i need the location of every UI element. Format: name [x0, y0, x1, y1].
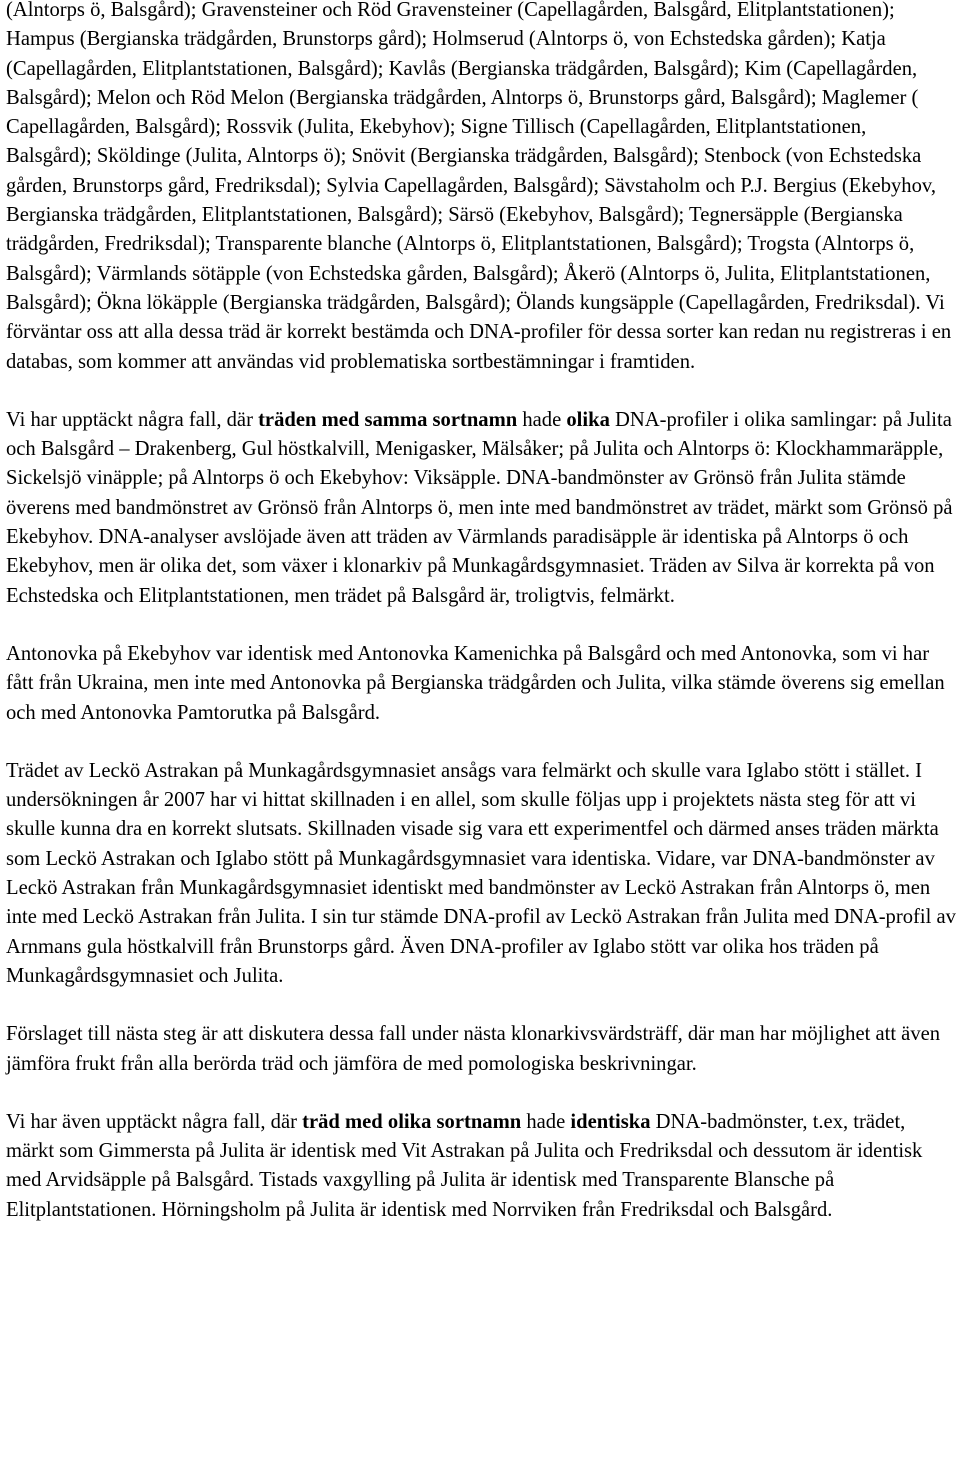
text-segment: hade [521, 1110, 571, 1133]
paragraph-different-name-identical-dna [6, 1108, 956, 1225]
bold-text-segment: träden med samma sortnamn [258, 408, 518, 431]
paragraph-lecko-astrakan [6, 757, 956, 991]
text-segment: Förslaget till nästa steg är att diskutera dessa fall under nästa klonarkivsvärdsträff, där man har möjlighet att även jämföra frukt från alla berörda träd och jämföra de med pomologiska beskrivningar. [6, 1023, 941, 1075]
bold-text-segment: träd med olika sortnamn [302, 1110, 522, 1133]
bold-text-segment: olika [566, 408, 610, 431]
text-segment: Trädet av Leckö Astrakan på Munkagårdsgymnasiet ansågs vara felmärkt och skulle vara Iglabo stött i stället. I undersökningen år 2007 har vi hittat skillnaden i en allel, som skulle följas upp i projektets nästa steg för att vi skulle kunna dra en korrekt slutsats. Skillnaden visade sig vara ett experimentfel och därmed anses träden märkta som Leckö Astrakan och Iglabo stött på Munkagårdsgymnasiet vara identiska. Vidare, var DNA-bandmönster av Leckö Astrakan från Munkagårdsgymnasiet identiskt med bandmönster av Leckö Astrakan från Alntorps ö, men inte med Leckö Astrakan från Julita. I sin tur stämde DNA-profil av Leckö Astrakan från Julita med DNA-profil av Arnmans gula höstkalvill från Brunstorps gård. Även DNA-profiler av Iglabo stött var olika hos träden på Munkagårdsgymnasiet och Julita. [6, 759, 956, 987]
paragraph-same-name-different-dna [6, 406, 956, 611]
text-segment: (Alntorps ö, Balsgård); Gravensteiner och Röd Gravensteiner (Capellagården, Balsgård, Elitplantstationen); Hampus (Bergianska trädgården, Brunstorps gård); Holmserud (Alntorps ö, von Echstedska gården); Katja (Capellagården, Elitplantstationen, Balsgård); Kavlås (Bergianska trädgården, Balsgård); Kim (Capellagården, Balsgård); Melon och Röd Melon (Bergianska trädgården, Alntorps ö, Brunstorps gård, Balsgård); Maglemer ( Capellagården, Balsgård); Rossvik (Julita, Ekebyhov); Signe Tillisch (Capellagården, Elitplantstationen, Balsgård); Sköldinge (Julita, Alntorps ö); Snövit (Bergianska trädgården, Balsgård); Stenbock (von Echstedska gården, Brunstorps gård, Fredriksdal); Sylvia Capellagården, Balsgård); Sävstaholm och P.J. Bergius (Ekebyhov, Bergianska trädgården, Elitplantstationen, Balsgård); Särsö (Ekebyhov, Balsgård); Tegnersäpple (Bergianska trädgården, Fredriksdal); Transparente blanche (Alntorps ö, Elitplantstationen, Balsgård); Trogsta (Alntorps ö, Balsgård); Värmlands sötäpple (von Echstedska gården, Balsgård); Åkerö (Alntorps ö, Julita, Elitplantstationen, Balsgård); Ökna lökäpple (Bergianska trädgården, Balsgård); Ölands kungsäpple (Capellagården, Fredriksdal). Vi förväntar oss att alla dessa träd är korrekt bestämda och DNA-profiler för dessa sorter kan redan nu registreras i en databas, som kommer att användas vid problematiska sortbestämningar i framtiden. [6, 0, 952, 373]
document-page [6, 0, 956, 1254]
text-segment: Vi har även upptäckt några fall, där [6, 1110, 303, 1133]
paragraph-next-step [6, 1020, 956, 1079]
text-segment: Vi har upptäckt några fall, där [6, 408, 259, 431]
bold-text-segment: identiska [570, 1110, 651, 1133]
paragraph-cultivar-list [6, 0, 956, 377]
text-segment: Antonovka på Ekebyhov var identisk med Antonovka Kamenichka på Balsgård och med Antonovka, som vi har fått från Ukraina, men inte med Antonovka på Bergianska trädgården och Julita, vilka stämde överens sig emellan och med Antonovka Pamtorutka på Balsgård. [6, 642, 945, 724]
text-segment: DNA-profiler i olika samlingar: på Julita och Balsgård – Drakenberg, Gul höstkalvill, Menigasker, Mälsåker; på Julita och Alntorps ö: Klockhammaräpple, Sickelsjö vinäpple; på Alntorps ö och Ekebyhov: Viksäpple. DNA-bandmönster av Grönsö från Julita stämde överens med bandmönstret av Grönsö från Alntorps ö, men inte med bandmönstret av trädet, märkt som Grönsö på Ekebyhov. DNA-analyser avslöjade även att träden av Värmlands paradisäpple är identiska på Alntorps ö och Ekebyhov, men är olika det, som växer i klonarkiv på Munkagårdsgymnasiet. Träden av Silva är korrekta på von Echstedska och Elitplantstationen, men trädet på Balsgård är, troligtvis, felmärkt. [6, 408, 953, 607]
text-segment: DNA-badmönster, t.ex, trädet, märkt som Gimmersta på Julita är identisk med Vit Astrakan på Julita och Fredriksdal och dessutom är identisk med Arvidsäpple på Balsgård. Tistads vaxgylling på Julita är identisk med Transparente Blansche på Elitplantstationen. Hörningsholm på Julita är identisk med Norrviken från Fredriksdal och Balsgård. [6, 1110, 923, 1221]
paragraph-antonovka [6, 640, 956, 728]
text-segment: hade [517, 408, 567, 431]
